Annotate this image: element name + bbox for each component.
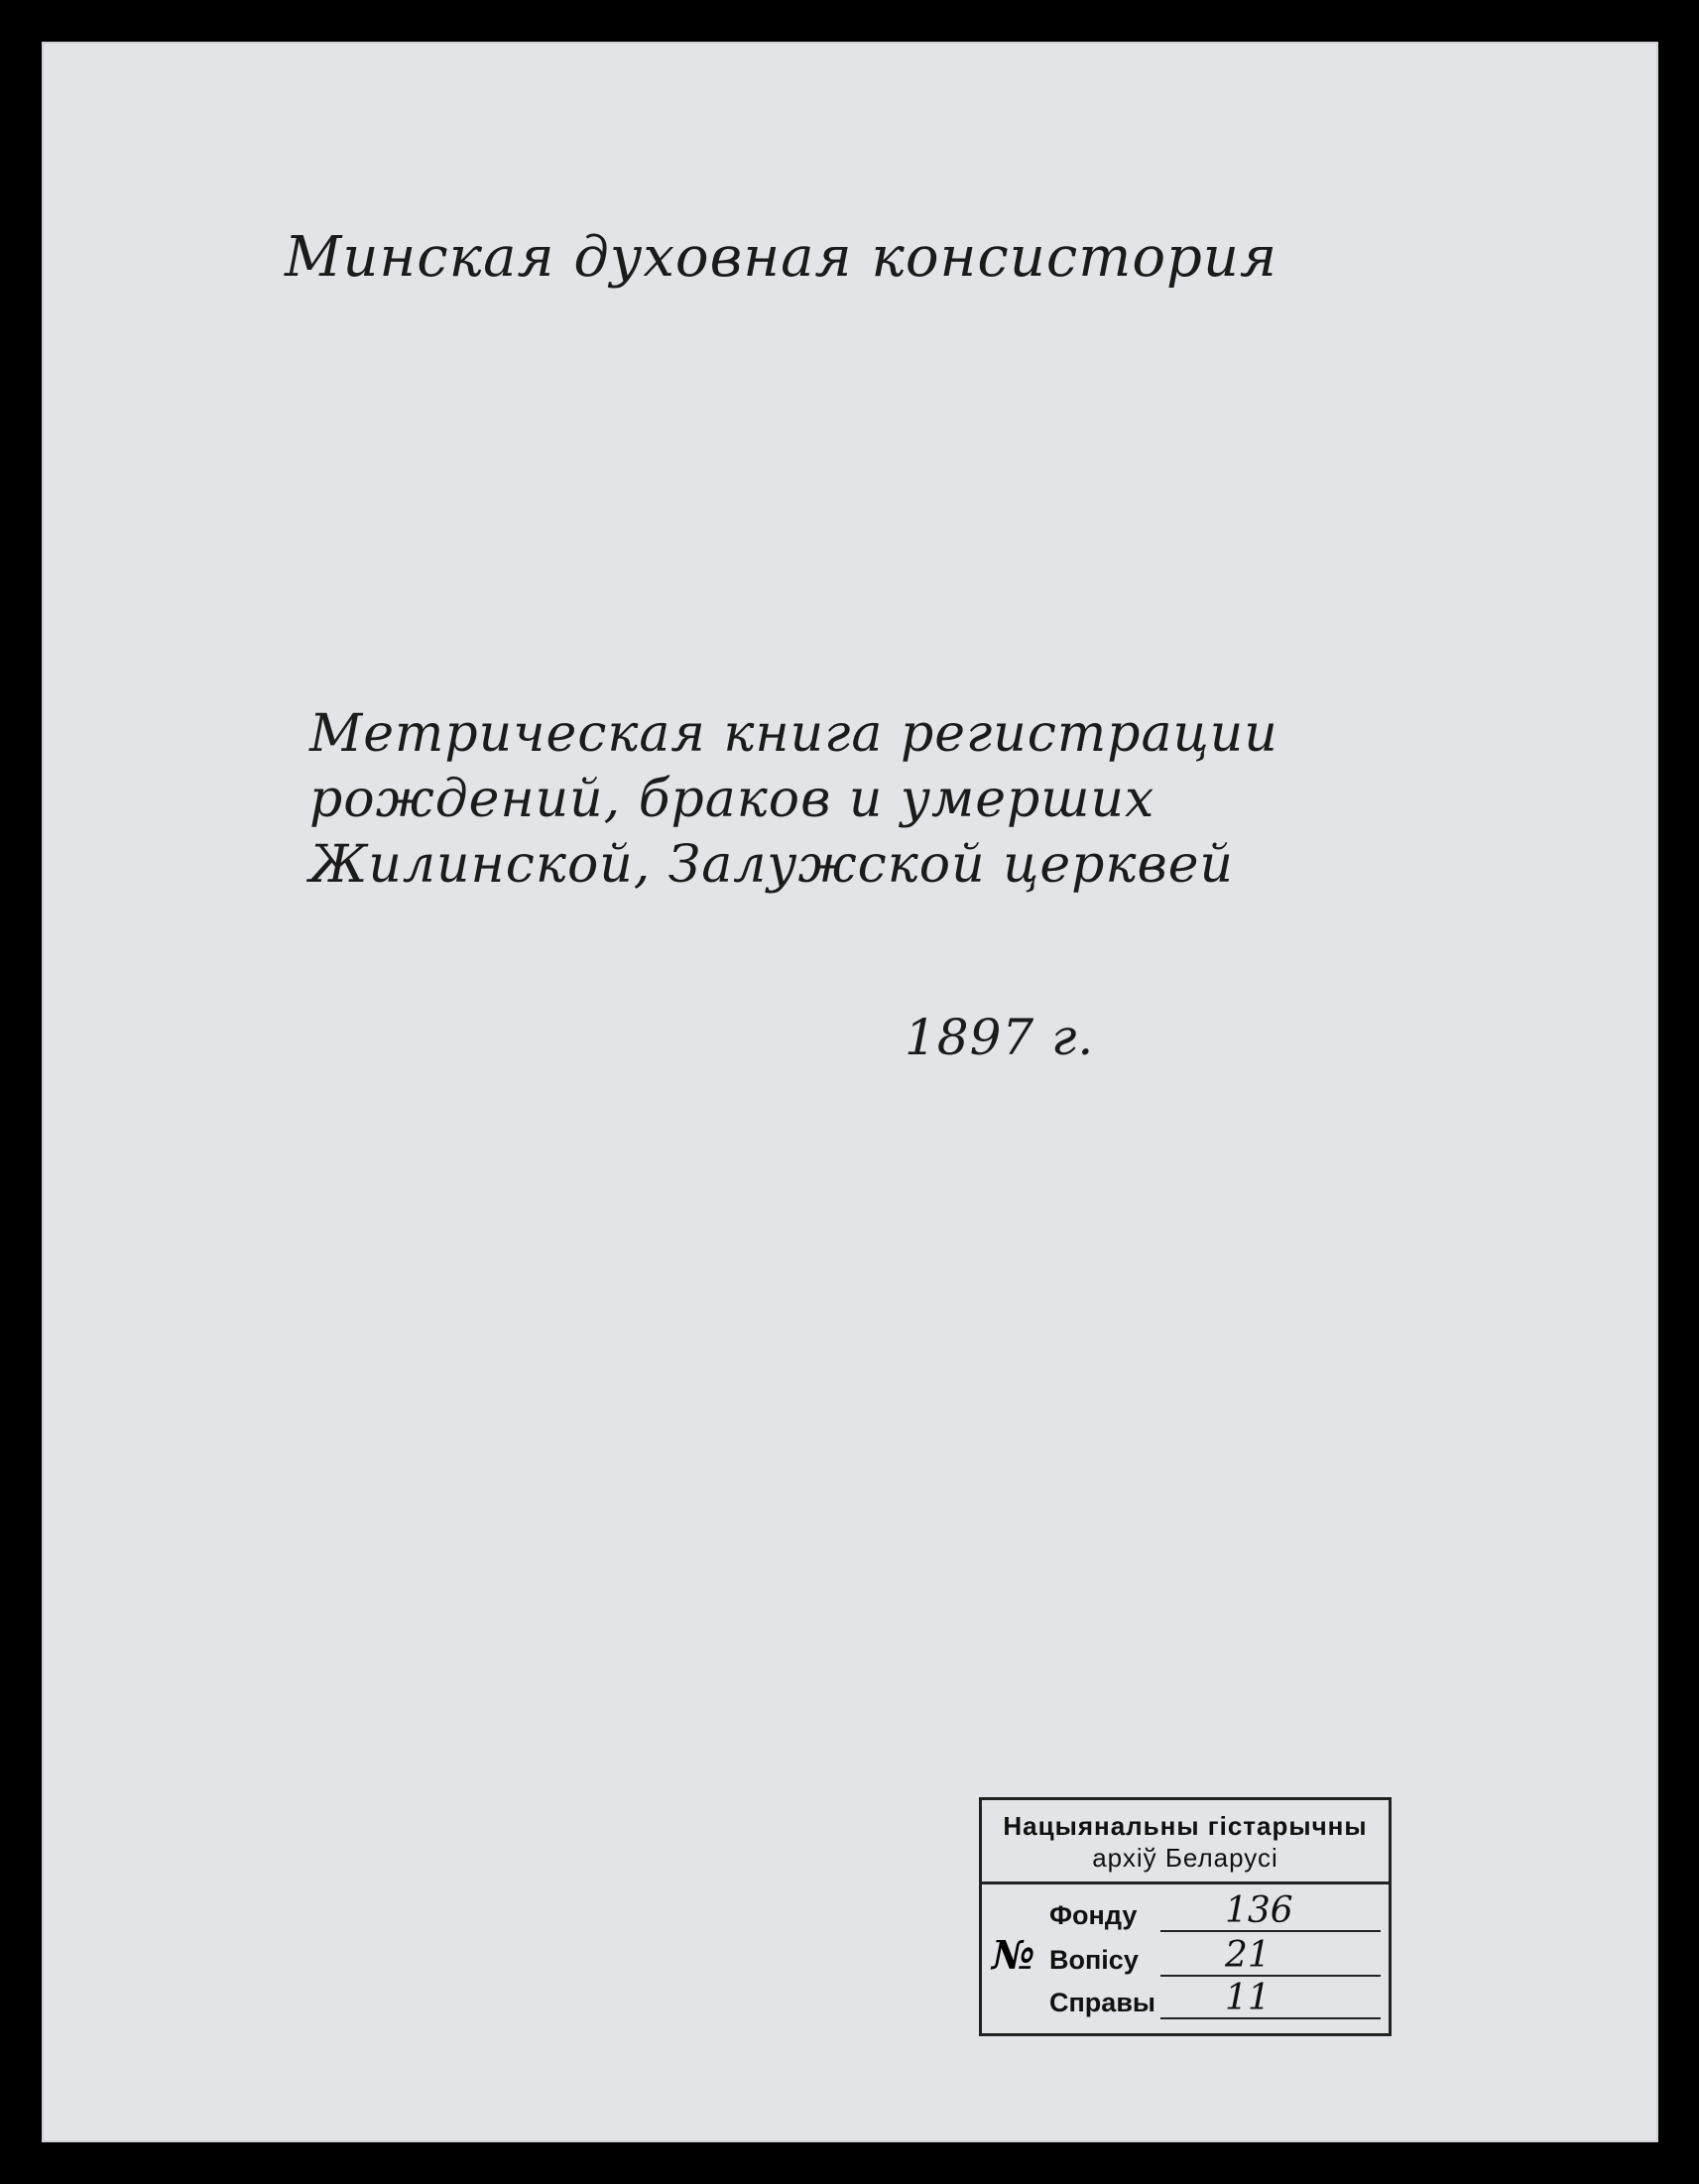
stamp-row-value: 21 [1225,1935,1271,1976]
stamp-row-opis [982,1935,1389,1983]
stamp-row-label: Фонду [1049,1900,1138,1930]
document-page [42,42,1658,2142]
stamp-row-label: Справы [1049,1988,1155,2017]
description-line: рождений, браков и умерших [309,770,1155,829]
description-line: Метрическая книга регистрации [309,704,1278,764]
description-line: Жилинской, Залужской церквей [309,835,1235,895]
stamp-row-value: 11 [1225,1978,1271,2018]
stamp-header-line: архіў Беларусі [1092,1843,1278,1873]
stamp-row-label: Вопісу [1049,1945,1139,1975]
document-description [309,701,1278,898]
stamp-row-delo [982,1978,1389,2025]
document-year: 1897 г. [905,1009,1095,1066]
stamp-row-underline [1160,2017,1381,2019]
stamp-row-value: 136 [1225,1890,1293,1931]
document-title: Минская духовная консистория [285,225,1278,290]
stamp-header-line: Нацыянальны гістарычны [1003,1811,1368,1841]
stamp-number-mark: № [992,1932,1035,1979]
archive-stamp [979,1797,1392,2036]
stamp-row-fond [982,1890,1389,1938]
stamp-row-underline [1160,1975,1381,1977]
stamp-header [982,1800,1389,1884]
